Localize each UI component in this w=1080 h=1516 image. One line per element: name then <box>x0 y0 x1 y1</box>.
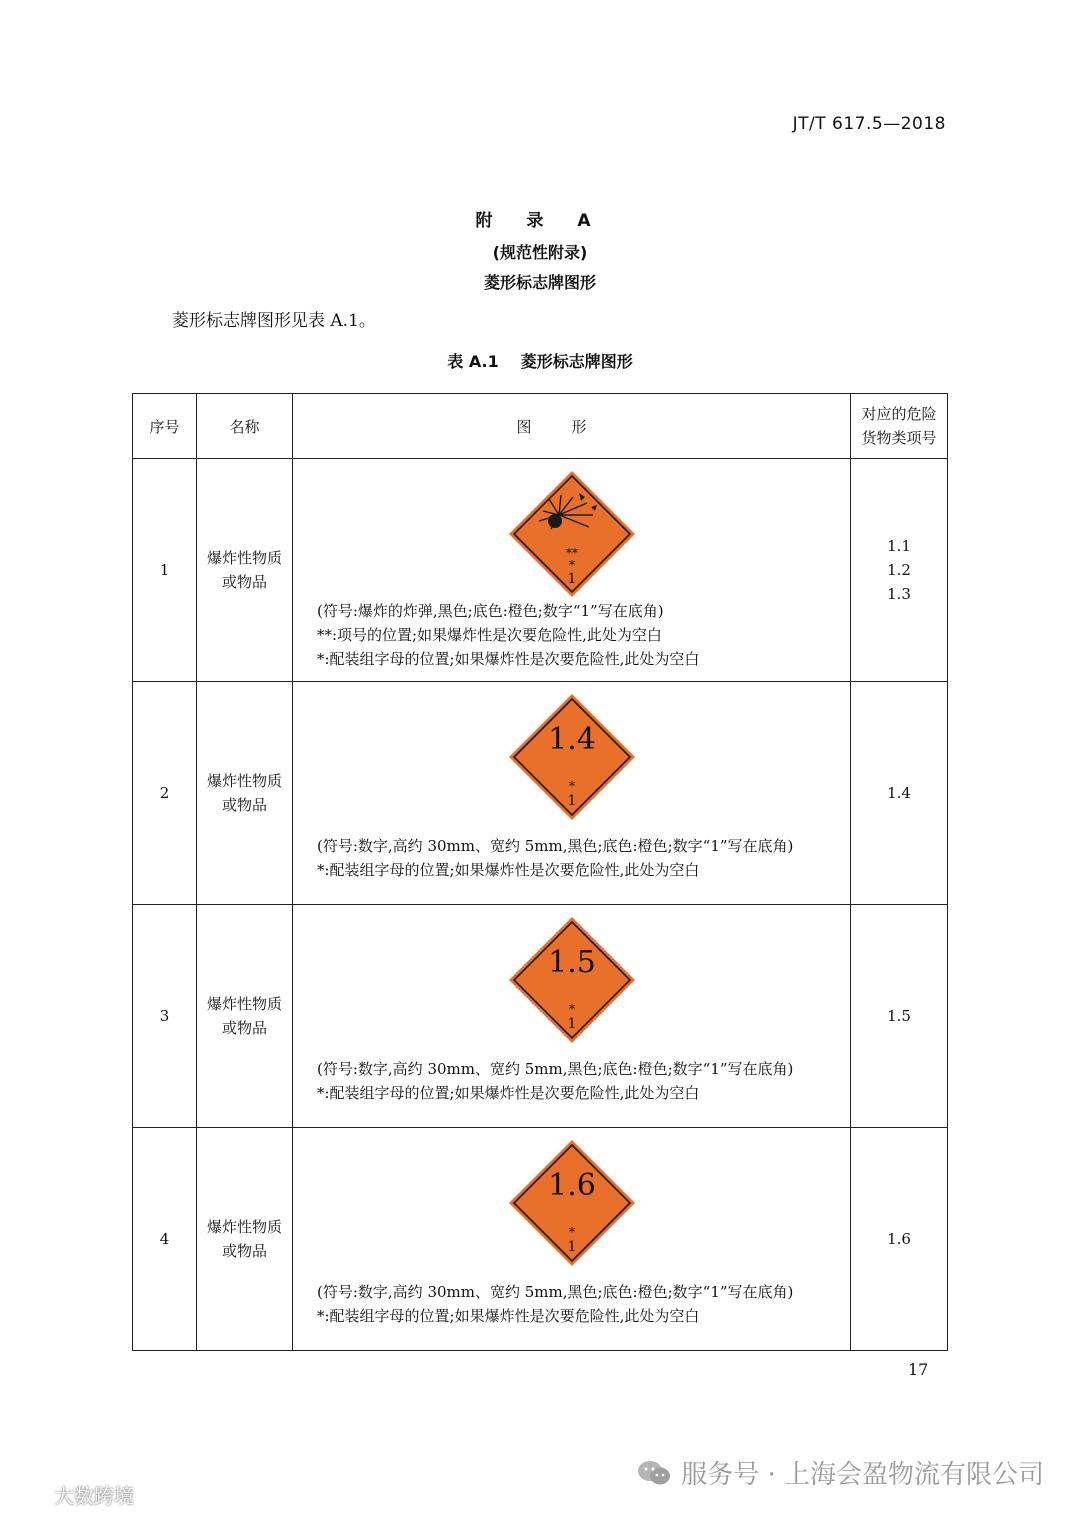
row-name <box>197 682 293 905</box>
class-item: 1.1 <box>887 537 911 555</box>
header-class-line2: 货物类项号 <box>861 429 937 447</box>
note-line: **:项号的位置;如果爆炸性是次要危险性,此处为空白 <box>317 626 662 644</box>
class-number: 1 <box>567 571 577 587</box>
figure-notes <box>317 599 699 671</box>
division-number: 1.4 <box>548 722 596 757</box>
division-number: 1.6 <box>548 1168 596 1203</box>
table-row <box>133 459 948 682</box>
row-name-line1: 爆炸性物质 <box>206 995 282 1013</box>
compat-group-placeholder: * <box>569 1225 575 1239</box>
figure-notes <box>317 834 793 882</box>
class-item: 1.3 <box>887 585 911 603</box>
row-name <box>197 905 293 1128</box>
row-classes <box>851 459 948 682</box>
row-name-line1: 爆炸性物质 <box>206 549 282 567</box>
row-no: 3 <box>133 905 197 1128</box>
compat-group-placeholder: * <box>569 779 575 793</box>
wechat-icon <box>637 1459 671 1487</box>
row-classes <box>851 682 948 905</box>
brand-logo-icon <box>10 1484 50 1506</box>
division-1-4-placard-icon <box>509 694 635 820</box>
row-figure <box>293 682 851 905</box>
header-class <box>851 394 948 459</box>
standard-code: JT/T 617.5—2018 <box>792 114 946 134</box>
row-classes <box>851 1128 948 1351</box>
row-classes <box>851 905 948 1128</box>
table-caption-number: 表 A.1 <box>447 352 499 371</box>
row-name-line2: 或物品 <box>221 796 267 814</box>
row-figure <box>293 1128 851 1351</box>
watermark-left <box>10 1480 134 1509</box>
appendix-subtitle: (规范性附录) <box>492 243 588 262</box>
appendix-name: 菱形标志牌图形 <box>483 273 596 292</box>
header-no: 序号 <box>133 394 197 459</box>
row-name-line1: 爆炸性物质 <box>206 772 282 790</box>
division-placeholder: ** <box>566 546 578 560</box>
row-name-line2: 或物品 <box>221 1242 267 1260</box>
note-line: (符号:爆炸的炸弹,黑色;底色:橙色;数字“1”写在底角) <box>317 602 664 620</box>
class-item: 1.4 <box>887 784 911 802</box>
row-name-line2: 或物品 <box>221 1019 267 1037</box>
note-line: *:配装组字母的位置;如果爆炸性是次要危险性,此处为空白 <box>317 650 700 668</box>
compat-group-placeholder: * <box>569 558 575 572</box>
note-line: (符号:数字,高约 30mm、宽约 5mm,黑色;底色:橙色;数字“1”写在底角) <box>317 837 794 855</box>
row-name-line2: 或物品 <box>221 573 267 591</box>
row-no: 4 <box>133 1128 197 1351</box>
table-row <box>133 682 948 905</box>
division-1-6-placard-icon <box>509 1140 635 1266</box>
compat-group-placeholder: * <box>569 1002 575 1016</box>
class-number: 1 <box>567 793 577 809</box>
watermark-left-text: 大数跨境 <box>54 1484 134 1508</box>
class-number: 1 <box>567 1016 577 1032</box>
row-name <box>197 1128 293 1351</box>
watermark-right-text: 服务号 · 上海会盈物流有限公司 <box>681 1460 1044 1490</box>
class-item: 1.5 <box>887 1007 911 1025</box>
note-line: (符号:数字,高约 30mm、宽约 5mm,黑色;底色:橙色;数字“1”写在底角) <box>317 1060 794 1078</box>
row-figure <box>293 905 851 1128</box>
class-item: 1.2 <box>887 561 911 579</box>
header-class-line1: 对应的危险 <box>861 405 937 423</box>
table-row <box>133 905 948 1128</box>
figure-notes <box>317 1280 793 1328</box>
note-line: *:配装组字母的位置;如果爆炸性是次要危险性,此处为空白 <box>317 861 700 879</box>
row-name <box>197 459 293 682</box>
row-name-line1: 爆炸性物质 <box>206 1218 282 1236</box>
row-no: 2 <box>133 682 197 905</box>
explosive-bomb-placard-icon <box>509 471 635 597</box>
class-number: 1 <box>567 1239 577 1255</box>
row-figure <box>293 459 851 682</box>
page-number: 17 <box>908 1360 929 1379</box>
watermark-right <box>637 1454 1044 1491</box>
note-line: (符号:数字,高约 30mm、宽约 5mm,黑色;底色:橙色;数字“1”写在底角) <box>317 1283 794 1301</box>
header-figure: 图形 <box>293 394 851 459</box>
table-caption-name: 菱形标志牌图形 <box>520 352 633 371</box>
intro-paragraph: 菱形标志牌图形见表 A.1。 <box>172 311 376 331</box>
class-item: 1.6 <box>887 1230 911 1248</box>
appendix-title: 附 录 A <box>475 211 605 231</box>
figure-notes <box>317 1057 793 1105</box>
placard-table <box>132 393 948 1351</box>
row-no: 1 <box>133 459 197 682</box>
table-caption <box>0 349 1080 372</box>
division-number: 1.5 <box>548 945 596 980</box>
note-line: *:配装组字母的位置;如果爆炸性是次要危险性,此处为空白 <box>317 1307 700 1325</box>
note-line: *:配装组字母的位置;如果爆炸性是次要危险性,此处为空白 <box>317 1084 700 1102</box>
header-name: 名称 <box>197 394 293 459</box>
table-row <box>133 1128 948 1351</box>
division-1-5-placard-icon <box>509 917 635 1043</box>
table-header-row <box>133 394 948 459</box>
